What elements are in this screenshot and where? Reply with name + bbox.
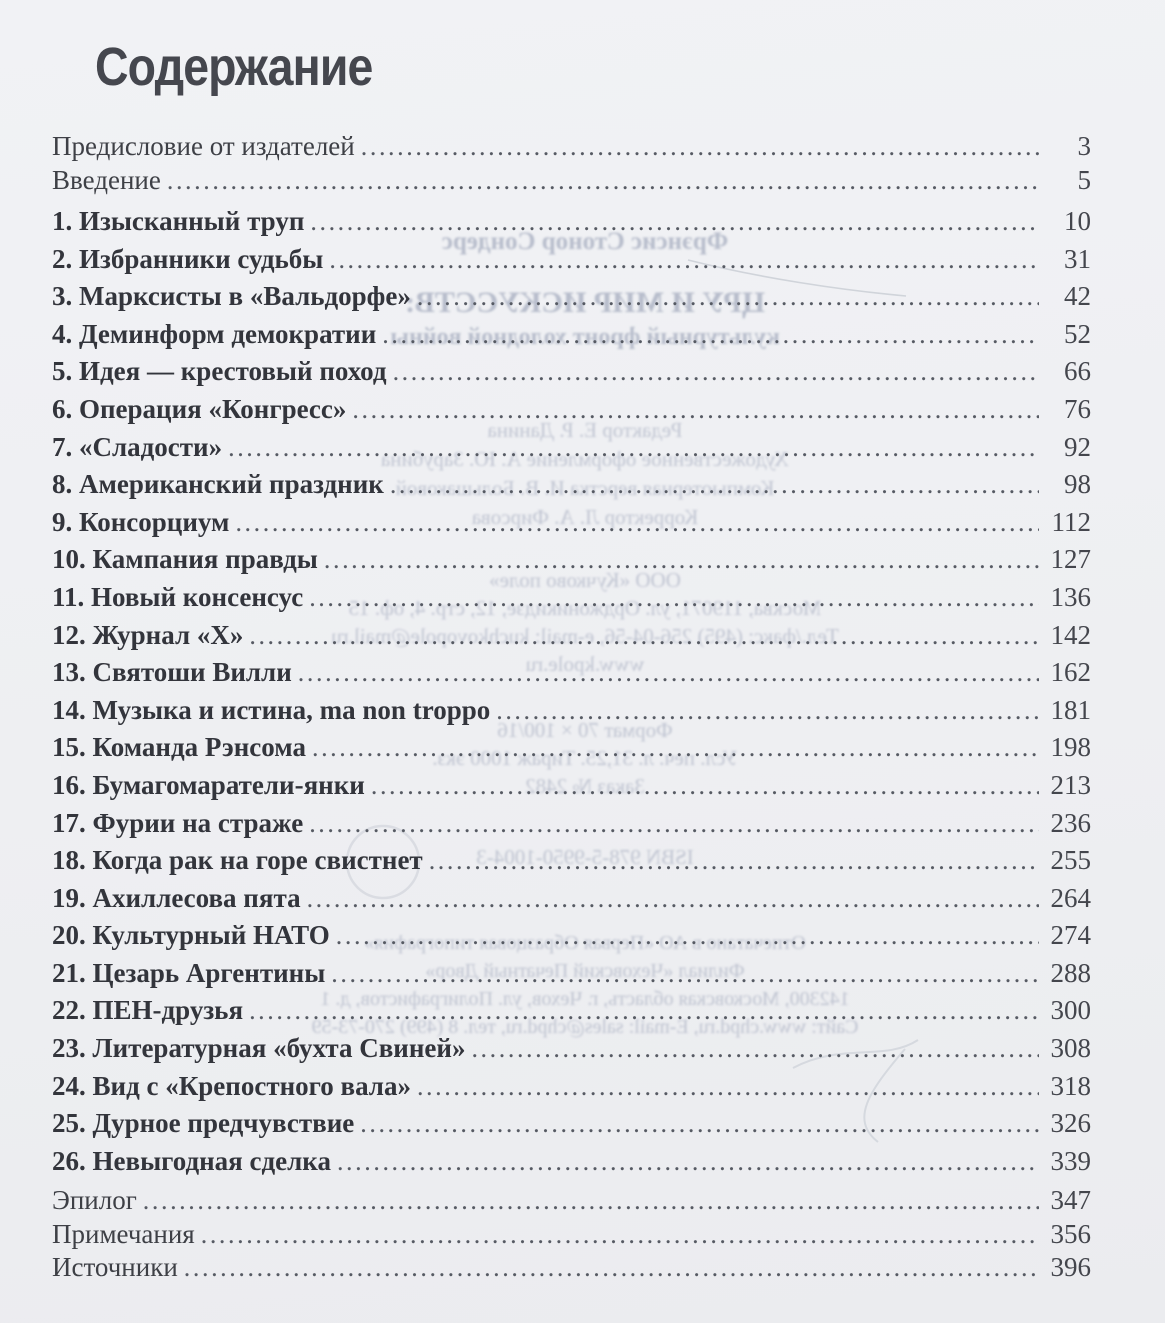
bleedthrough-text: Компьютерная верстка И. В. Большаковой: [395, 476, 775, 500]
toc-entry-label: 6. Операция «Конгресс»: [52, 393, 347, 424]
toc-entry-label: 24. Вид с «Крепостного вала»: [52, 1070, 411, 1101]
toc-row: [52, 469, 1091, 507]
bleedthrough-text: Заказ № 2482: [525, 774, 645, 798]
toc-row: [52, 507, 1091, 545]
toc-entry-label: 3. Марксисты в «Вальдорфе»: [52, 281, 411, 312]
bleedthrough-text: Филиал «Чеховский Печатный Двор»: [425, 960, 745, 982]
dot-leader: [249, 620, 1039, 651]
toc-row: [52, 281, 1091, 319]
toc-page-number: 52: [1064, 318, 1091, 349]
toc-entry-label: 12. Журнал «Х»: [52, 619, 244, 650]
toc-page-number: 347: [1050, 1185, 1091, 1216]
bleedthrough-text: ЦРУ И МИР ИСКУССТВ:: [404, 286, 766, 319]
dot-leader: [312, 732, 1039, 763]
toc-page-number: 255: [1050, 845, 1091, 876]
toc-page-number: 5: [1077, 164, 1091, 195]
toc-entry-label: 16. Бумагомаратели-янки: [52, 769, 365, 800]
dot-leader: [429, 845, 1039, 876]
toc-row: [52, 1033, 1091, 1071]
toc-row: [52, 883, 1091, 921]
dot-leader: [371, 770, 1039, 801]
toc-row: [52, 845, 1091, 883]
toc-entry-label: 19. Ахиллесова пята: [52, 882, 301, 913]
toc-page-number: 66: [1064, 356, 1091, 387]
toc-entry-label: 13. Святоши Вилли: [52, 657, 292, 688]
toc-row: [52, 657, 1091, 695]
dot-leader: [228, 432, 1039, 463]
toc-entry-label: Введение: [52, 164, 161, 195]
toc-page-number: 198: [1050, 732, 1091, 763]
toc-entry-label: 18. Когда рак на горе свистнет: [52, 845, 423, 876]
toc-page-number: 318: [1050, 1070, 1091, 1101]
toc-entry-label: 4. Деминформ демократии: [52, 318, 377, 349]
bleedthrough-text: Отпечатано в АО «Первая Образцовая типография»: [364, 932, 806, 954]
dot-leader: [471, 1033, 1039, 1064]
toc-entry-label: 23. Литературная «бухта Свиней»: [52, 1033, 466, 1064]
toc-page-number: 162: [1050, 657, 1091, 688]
toc-row: [52, 244, 1091, 282]
toc-page-number: 396: [1050, 1252, 1091, 1283]
toc-page-number: 213: [1050, 769, 1091, 800]
toc-page-number: 236: [1050, 807, 1091, 838]
toc-row: [52, 695, 1091, 733]
toc-row: [52, 394, 1091, 432]
toc-entry-label: 15. Команда Рэнсома: [52, 732, 306, 763]
dot-leader: [184, 1252, 1039, 1283]
toc-row: [52, 131, 1091, 165]
toc-row: [52, 1185, 1091, 1219]
dot-leader: [331, 958, 1039, 989]
bleedthrough-text: Корректор Л. А. Фирсова: [471, 505, 699, 529]
toc-page-number: 98: [1064, 469, 1091, 500]
dot-leader: [235, 507, 1039, 538]
toc-page-number: 181: [1050, 694, 1091, 725]
toc-entry-label: Предисловие от издателей: [52, 131, 355, 161]
bleedthrough-text: Редактор Е. Р. Данина: [487, 418, 683, 442]
dot-leader: [143, 1185, 1039, 1216]
bleedthrough-text: Художественное оформление А. Ю. Зарубина: [380, 447, 790, 471]
toc-row: [52, 732, 1091, 770]
toc-page-number: 264: [1050, 882, 1091, 913]
toc-entry-label: 14. Музыка и истина, ma non troppo: [52, 694, 491, 725]
toc-row: [52, 206, 1091, 244]
dot-leader: [352, 394, 1039, 425]
toc-entry-label: 26. Невыгодная сделка: [52, 1145, 331, 1176]
toc-entry-label: 20. Культурный НАТО: [52, 920, 330, 951]
toc-entry-label: 7. «Сладости»: [52, 431, 223, 462]
bleedthrough-text: ISBN 978-5-9950-1004-3: [476, 845, 694, 869]
toc-entry-label: Эпилог: [52, 1185, 137, 1216]
toc-row: [52, 958, 1091, 996]
toc-page-number: 136: [1050, 581, 1091, 612]
toc-entry-label: Примечания: [52, 1218, 195, 1249]
bleedthrough-text: Москва, 119071, ул. Орджоникидзе, 12, стр. 4, оф. 15: [348, 596, 822, 620]
dot-leader: [167, 165, 1039, 196]
toc-page-number: 308: [1050, 1033, 1091, 1064]
dot-leader: [390, 469, 1039, 500]
toc-row: [52, 544, 1091, 582]
toc-row: [52, 1252, 1091, 1286]
dot-leader: [360, 1108, 1039, 1139]
toc-page-number: 288: [1050, 957, 1091, 988]
toc-row: [52, 920, 1091, 958]
toc-page-number: 10: [1064, 206, 1091, 236]
bleedthrough-text: Формат 70 × 100/16: [497, 718, 673, 742]
toc-entry-label: 11. Новый консенсус: [52, 581, 304, 612]
toc-page-number: 31: [1064, 243, 1091, 274]
toc-page-number: 339: [1050, 1145, 1091, 1176]
toc-entry-label: 10. Кампания правды: [52, 544, 318, 575]
page-title: Содержание: [95, 37, 373, 97]
toc-row: [52, 808, 1091, 846]
toc-entry-label: 1. Изысканный труп: [52, 206, 305, 236]
toc-entry-label: 9. Консорциум: [52, 506, 230, 537]
toc-row: [52, 1108, 1091, 1146]
toc-row: [52, 620, 1091, 658]
toc-row: [52, 1146, 1091, 1184]
toc-list: [52, 131, 1091, 1286]
bleedthrough-text: www.kpole.ru: [525, 652, 645, 676]
toc-row: [52, 165, 1091, 199]
toc-entry-label: 8. Американский праздник: [52, 469, 384, 500]
bleedthrough-text: Тел./факс: (495) 256-04-56, e-mail: kuchkovopole@mail.ru: [331, 624, 839, 648]
dot-leader: [496, 695, 1039, 726]
toc-row: [52, 1071, 1091, 1109]
toc-row: [52, 1219, 1091, 1253]
toc-page-number: 356: [1050, 1218, 1091, 1249]
bleedthrough-text: ООО «Кучково поле»: [489, 568, 681, 592]
bleedthrough-text: 142300, Московская область, г. Чехов, ул. Полиграфистов, д. 1: [320, 988, 850, 1010]
bleedthrough-text: Усл. печ. л. 31,25. Тираж 1000 экз.: [432, 746, 738, 770]
bleedthrough-text: Сайт: www.chpd.ru, E-mail: sales@chpd.ru, тел. 8 (499) 270-73-59: [311, 1016, 859, 1038]
bleedthrough-text: культурный фронт холодной войны: [390, 324, 780, 350]
dot-leader: [249, 995, 1039, 1026]
toc-page-number: 42: [1064, 281, 1091, 312]
toc-page-number: 300: [1050, 995, 1091, 1026]
dot-leader: [329, 244, 1039, 275]
dot-leader: [324, 544, 1039, 575]
dot-leader: [382, 319, 1039, 350]
toc-entry-label: 25. Дурное предчувствие: [52, 1108, 355, 1139]
toc-row: [52, 770, 1091, 808]
toc-page-number: 112: [1051, 506, 1091, 537]
dot-leader: [417, 1071, 1039, 1102]
toc-entry-label: 5. Идея — крестовый поход: [52, 356, 387, 387]
dot-leader: [309, 808, 1039, 839]
toc-row: [52, 995, 1091, 1033]
dot-leader: [309, 582, 1039, 613]
dot-leader: [417, 281, 1039, 312]
dot-leader: [393, 356, 1039, 387]
toc-row: [52, 432, 1091, 470]
bleedthrough-text: Фрэнсис Стонор Сондерс: [441, 228, 729, 255]
dot-leader: [337, 1146, 1039, 1177]
toc-page-number: 274: [1050, 920, 1091, 951]
dot-leader: [310, 206, 1039, 237]
toc-page-number: 3: [1077, 131, 1091, 161]
toc-page-number: 76: [1064, 393, 1091, 424]
toc-row: [52, 319, 1091, 357]
toc-page-number: 92: [1064, 431, 1091, 462]
toc-entry-label: 2. Избранники судьбы: [52, 243, 324, 274]
toc-row: [52, 582, 1091, 620]
toc-row: [52, 356, 1091, 394]
dot-leader: [201, 1219, 1039, 1250]
dot-leader: [336, 920, 1039, 951]
toc-page-number: 127: [1050, 544, 1091, 575]
toc-entry-label: 21. Цезарь Аргентины: [52, 957, 326, 988]
toc-entry-label: 17. Фурии на страже: [52, 807, 304, 838]
toc-entry-label: Источники: [52, 1252, 178, 1283]
dot-leader: [298, 657, 1039, 688]
dot-leader: [361, 131, 1039, 162]
toc-page-number: 142: [1050, 619, 1091, 650]
toc-page-number: 326: [1050, 1108, 1091, 1139]
dot-leader: [307, 883, 1039, 914]
toc-entry-label: 22. ПЕН-друзья: [52, 995, 244, 1026]
